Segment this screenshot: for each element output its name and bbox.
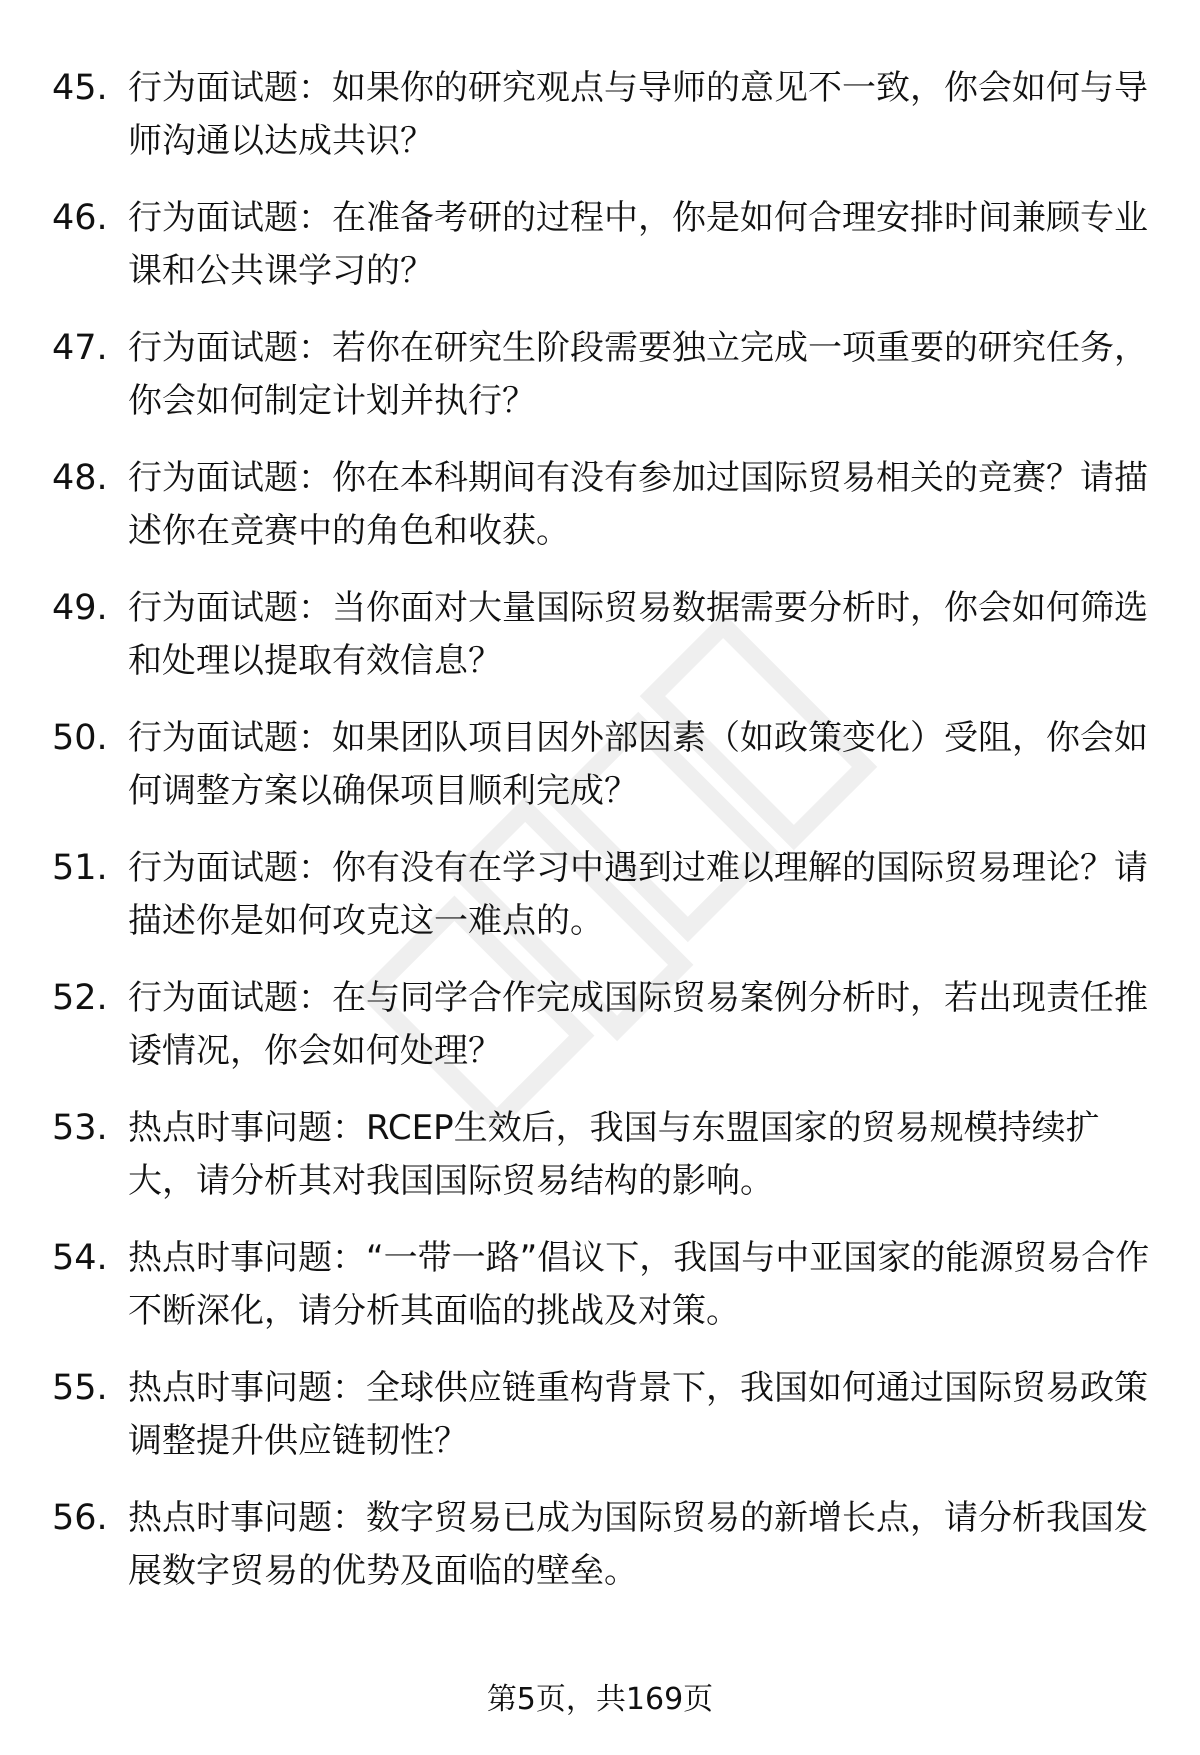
question-text: 行为面试题：在准备考研的过程中，你是如何合理安排时间兼顾专业课和公共课学习的？	[128, 198, 1148, 291]
question-text: 热点时事问题：数字贸易已成为国际贸易的新增长点，请分析我国发展数字贸易的优势及面临的壁垒。	[128, 1498, 1148, 1591]
question-number: 54.	[52, 1238, 108, 1278]
question-text: 行为面试题：如果你的研究观点与导师的意见不一致，你会如何与导师沟通以达成共识？	[128, 68, 1148, 161]
question-number: 52.	[52, 978, 108, 1018]
list-item	[0, 972, 1200, 1102]
question-number: 47.	[52, 328, 108, 368]
question-text: 行为面试题：若你在研究生阶段需要独立完成一项重要的研究任务，你会如何制定计划并执行？	[128, 328, 1148, 421]
question-text: 行为面试题：当你面对大量国际贸易数据需要分析时，你会如何筛选和处理以提取有效信息？	[128, 588, 1148, 681]
list-item	[0, 322, 1200, 452]
question-list	[0, 62, 1200, 1622]
list-item	[0, 1492, 1200, 1622]
question-number: 45.	[52, 68, 108, 108]
list-item	[0, 582, 1200, 712]
list-item	[0, 452, 1200, 582]
question-number: 53.	[52, 1108, 108, 1148]
question-number: 50.	[52, 718, 108, 758]
question-number: 46.	[52, 198, 108, 238]
question-number: 49.	[52, 588, 108, 628]
question-text: 热点时事问题：RCEP生效后，我国与东盟国家的贸易规模持续扩大，请分析其对我国国际贸易结构的影响。	[128, 1108, 1100, 1201]
question-number: 51.	[52, 848, 108, 888]
list-item	[0, 842, 1200, 972]
question-text: 行为面试题：你在本科期间有没有参加过国际贸易相关的竞赛？请描述你在竞赛中的角色和收获。	[128, 458, 1148, 551]
list-item	[0, 62, 1200, 192]
question-number: 55.	[52, 1368, 108, 1408]
list-item	[0, 192, 1200, 322]
question-text: 行为面试题：你有没有在学习中遇到过难以理解的国际贸易理论？请描述你是如何攻克这一难点的。	[128, 848, 1148, 941]
list-item	[0, 1232, 1200, 1362]
question-number: 48.	[52, 458, 108, 498]
page-number: 第5页，共169页	[486, 1682, 714, 1717]
list-item	[0, 1362, 1200, 1492]
question-number: 56.	[52, 1498, 108, 1538]
list-item	[0, 1102, 1200, 1232]
question-text: 行为面试题：如果团队项目因外部因素（如政策变化）受阻，你会如何调整方案以确保项目顺利完成？	[128, 718, 1148, 811]
question-text: 热点时事问题：“一带一路”倡议下，我国与中亚国家的能源贸易合作不断深化，请分析其面临的挑战及对策。	[128, 1238, 1150, 1331]
question-text: 行为面试题：在与同学合作完成国际贸易案例分析时，若出现责任推诿情况，你会如何处理？	[128, 978, 1148, 1071]
question-text: 热点时事问题：全球供应链重构背景下，我国如何通过国际贸易政策调整提升供应链韧性？	[128, 1368, 1148, 1461]
list-item	[0, 712, 1200, 842]
